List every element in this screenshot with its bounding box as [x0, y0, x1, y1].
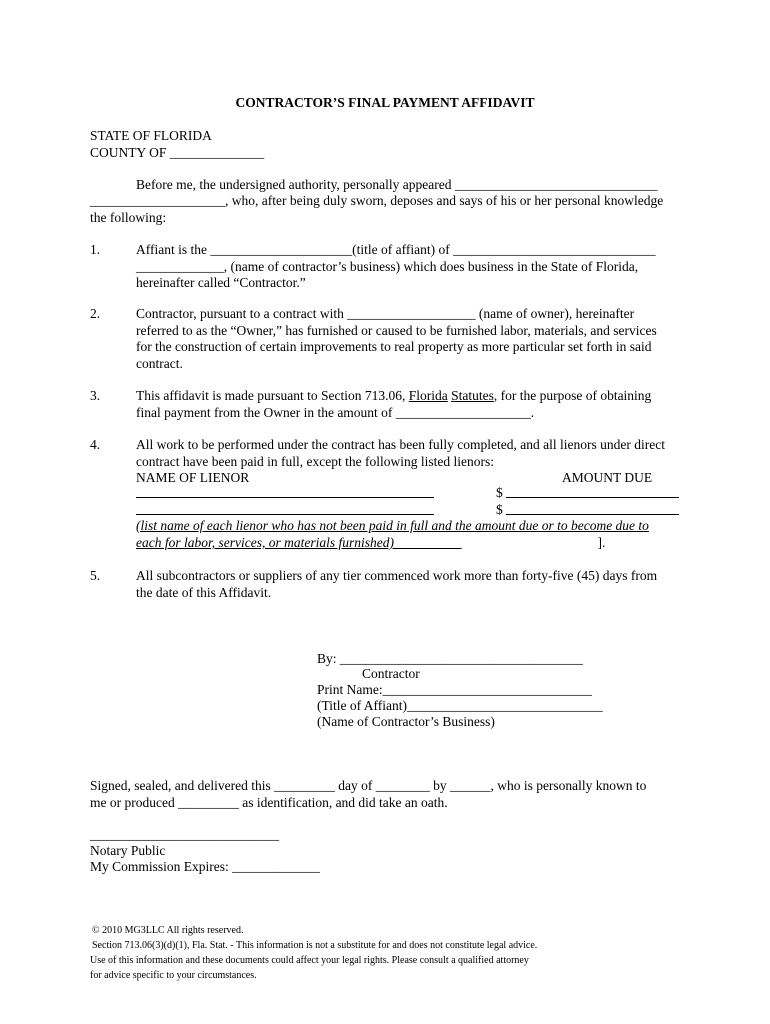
item-2-text	[136, 306, 680, 372]
item-2-line: for the construction of certain improvements to real property as more particular set forth in said	[136, 339, 652, 354]
lienor-note-blank	[394, 535, 462, 550]
print-name-line: Print Name:_______________________________	[317, 682, 592, 697]
florida-underlined: Florida	[408, 388, 448, 403]
lienor-note-line-1: (list name of each lienor who has not been paid in full and the amount due or to become due to	[136, 518, 649, 533]
item-1-line: hereinafter called “Contractor.”	[136, 275, 306, 290]
signed-sealed-line-2: me or produced _________ as identification, and did take an oath.	[90, 795, 448, 810]
statutes-underlined: Statutes	[451, 388, 494, 403]
by-signature-line: By: ____________________________________	[317, 651, 583, 666]
lienor-name-blank	[136, 497, 434, 498]
disclaimer-line-3: for advice specific to your circumstances.	[90, 970, 257, 981]
item-2-number: 2.	[90, 306, 101, 321]
state-line: STATE OF FLORIDA	[90, 128, 212, 143]
item-3-number: 3.	[90, 388, 101, 403]
amount-blank	[506, 514, 679, 515]
item-5-text	[136, 568, 680, 601]
county-line: COUNTY OF ______________	[90, 145, 265, 160]
item-1-line: Affiant is the _____________________(title of affiant) of ______________________________	[136, 242, 656, 257]
lienor-note-line-2	[136, 535, 605, 552]
page-title: CONTRACTOR’S FINAL PAYMENT AFFIDAVIT	[235, 95, 535, 110]
notary-signature-blank: ____________________________	[90, 827, 279, 842]
item-1-number: 1.	[90, 242, 101, 257]
contractor-label: Contractor	[362, 666, 420, 681]
item-2-line: contract.	[136, 355, 183, 371]
disclaimer-line-2: Use of this information and these documents could affect your legal rights. Please consult a qualified attorney	[90, 955, 529, 966]
item-3-line-2: final payment from the Owner in the amount of ____________________.	[136, 404, 535, 420]
notary-public-label: Notary Public	[90, 843, 166, 858]
lienor-note-end: ].	[597, 535, 606, 550]
item-3-text	[136, 388, 680, 421]
item-4-line: All work to be performed under the contract has been fully completed, and all lienors under direct	[136, 437, 665, 452]
item-1-line: _____________, (name of contractor’s business) which does business in the State of Florida,	[136, 258, 639, 274]
item-3-text-e: , for the purpose of obtaining	[493, 388, 652, 403]
item-2-line: Contractor, pursuant to a contract with ___________________ (name of owner), hereinafter	[136, 306, 635, 321]
dollar-sign: $	[496, 485, 503, 500]
intro-line-2: ____________________, who, after being duly sworn, deposes and says of his or her personal knowledge	[90, 193, 664, 208]
lienor-name-header: NAME OF LIENOR	[136, 470, 250, 485]
dollar-sign: $	[496, 502, 503, 517]
intro-line-1: Before me, the undersigned authority, personally appeared ______________________________	[136, 177, 658, 192]
item-3-text-a: This affidavit is made pursuant to Section 713.06,	[136, 388, 409, 403]
item-4-line: contract have been paid in full, except the following listed lienors:	[136, 453, 495, 469]
item-3-line-1	[136, 388, 680, 405]
amount-due-header: AMOUNT DUE	[562, 470, 653, 485]
disclaimer-line-1: Section 713.06(3)(d)(1), Fla. Stat. - This information is not a substitute for and does not constitute legal advice.	[92, 940, 538, 951]
item-2-line: referred to as the “Owner,” has furnished or caused to be furnished labor, materials, and services	[136, 322, 657, 338]
item-1-text	[136, 242, 680, 292]
item-5-number: 5.	[90, 568, 101, 583]
copyright-notice: © 2010 MG3LLC All rights reserved.	[92, 925, 244, 936]
item-5-line: All subcontractors or suppliers of any tier commenced work more than forty-five (45) days from	[136, 568, 658, 583]
amount-blank	[506, 497, 679, 498]
commission-expires-line: My Commission Expires: _____________	[90, 859, 320, 874]
item-4-text	[136, 437, 680, 470]
contractor-business-line: (Name of Contractor’s Business)	[317, 714, 495, 729]
item-5-line: the date of this Affidavit.	[136, 584, 272, 600]
lienor-note-text: each for labor, services, or materials furnished)	[136, 535, 394, 550]
intro-line-3: the following:	[90, 210, 167, 225]
item-4-number: 4.	[90, 437, 101, 452]
signed-sealed-line-1: Signed, sealed, and delivered this _________ day of ________ by ______, who is personally known to	[90, 778, 647, 793]
title-of-affiant-line: (Title of Affiant)_____________________________	[317, 698, 603, 713]
lienor-name-blank	[136, 514, 434, 515]
